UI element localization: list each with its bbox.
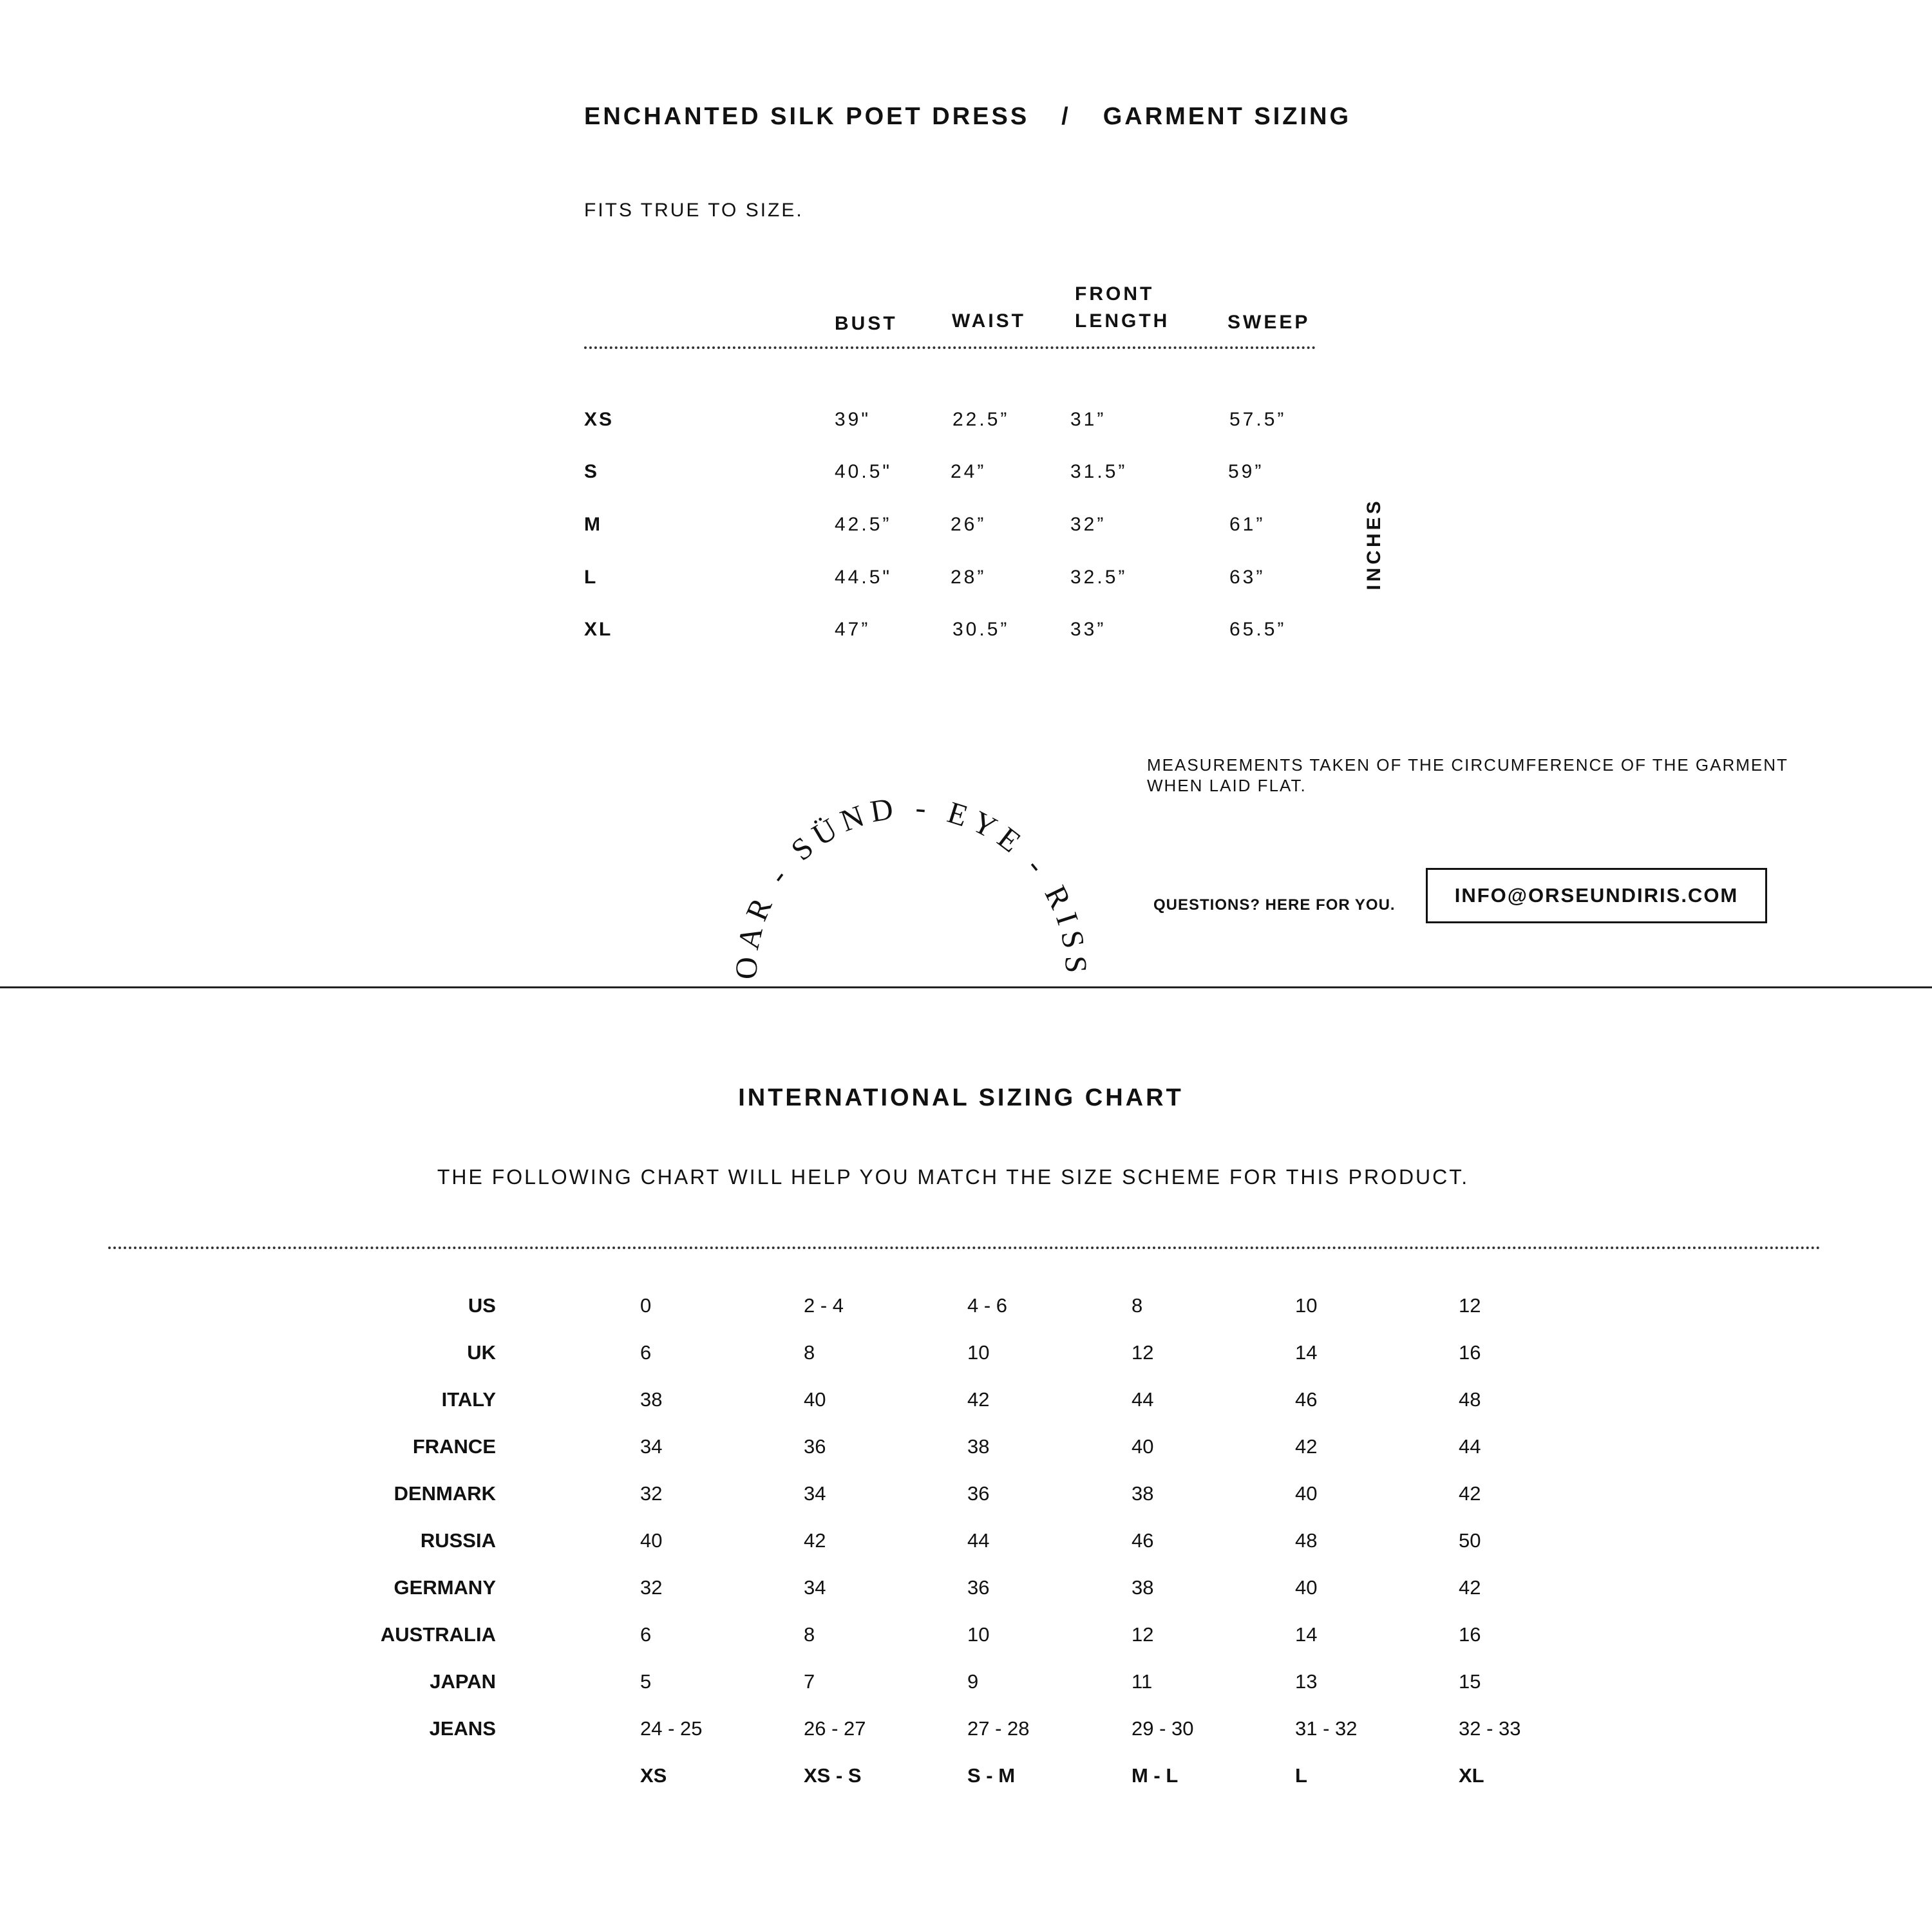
cell-m-sweep: 61”: [1229, 514, 1265, 535]
size-cell: 36: [967, 1576, 990, 1599]
size-cell: 8: [1132, 1294, 1143, 1317]
size-cell: 42: [967, 1388, 990, 1411]
size-cell: 0: [640, 1294, 652, 1317]
cell-l-front-length: 32.5”: [1070, 567, 1128, 588]
country-uk: UK: [467, 1341, 496, 1364]
header-waist: WAIST: [952, 310, 1026, 332]
size-cell: 12: [1132, 1623, 1154, 1646]
size-cell: 14: [1295, 1623, 1318, 1646]
size-cell: 10: [1295, 1294, 1318, 1317]
size-cell: 38: [967, 1435, 990, 1458]
cell-xl-front-length: 33”: [1070, 619, 1106, 640]
size-cell: 6: [640, 1341, 652, 1364]
header-divider: [584, 346, 1316, 349]
size-label-l: L: [1295, 1764, 1307, 1787]
size-cell: 5: [640, 1670, 652, 1693]
size-cell: 40: [640, 1529, 663, 1552]
size-cell: 6: [640, 1623, 652, 1646]
country-germany: GERMANY: [393, 1576, 496, 1599]
size-cell: 36: [804, 1435, 826, 1458]
size-cell: 38: [1132, 1576, 1154, 1599]
size-cell: 11: [1132, 1670, 1153, 1693]
size-cell: 14: [1295, 1341, 1318, 1364]
country-australia: AUSTRALIA: [380, 1623, 496, 1646]
cell-m-front-length: 32”: [1070, 514, 1106, 535]
size-cell: 40: [1295, 1482, 1318, 1505]
international-title: INTERNATIONAL SIZING CHART: [738, 1084, 1184, 1111]
size-cell: 40: [1132, 1435, 1154, 1458]
cell-xl-waist: 30.5”: [952, 619, 1010, 640]
size-cell: 7: [804, 1670, 815, 1693]
header-bust: BUST: [835, 313, 898, 334]
size-cell: 26 - 27: [804, 1717, 866, 1740]
fit-note: FITS TRUE TO SIZE.: [584, 200, 804, 221]
size-cell: 34: [804, 1482, 826, 1505]
brand-logo: [715, 792, 1101, 985]
measurement-note: MEASUREMENTS TAKEN OF THE CIRCUMFERENCE OF THE GARMENT WHEN LAID FLAT.: [1147, 755, 1788, 795]
cell-xs-waist: 22.5”: [952, 409, 1010, 430]
size-cell: 27 - 28: [967, 1717, 1030, 1740]
size-label-xs: XS: [640, 1764, 667, 1787]
size-cell: 4 - 6: [967, 1294, 1008, 1317]
size-cell: 44: [967, 1529, 990, 1552]
size-cell: 48: [1459, 1388, 1481, 1411]
row-label-l: L: [584, 567, 598, 588]
size-cell: 50: [1459, 1529, 1481, 1552]
cell-s-waist: 24”: [951, 461, 987, 482]
country-us: US: [468, 1294, 496, 1317]
cell-s-sweep: 59”: [1228, 461, 1264, 482]
cell-l-waist: 28”: [951, 567, 987, 588]
size-cell: 34: [804, 1576, 826, 1599]
contact-email-button[interactable]: [1426, 868, 1767, 923]
contact-email-label: INFO@ORSEUNDIRIS.COM: [1454, 884, 1739, 907]
size-cell: 8: [804, 1341, 815, 1364]
size-cell: 10: [967, 1341, 990, 1364]
size-cell: 32 - 33: [1459, 1717, 1521, 1740]
size-cell: 16: [1459, 1623, 1481, 1646]
size-cell: 2 - 4: [804, 1294, 844, 1317]
size-cell: 16: [1459, 1341, 1481, 1364]
cell-s-front-length: 31.5”: [1070, 461, 1128, 482]
size-cell: 34: [640, 1435, 663, 1458]
cell-xs-bust: 39": [835, 409, 871, 430]
size-cell: 8: [804, 1623, 815, 1646]
country-jeans: JEANS: [429, 1717, 496, 1740]
size-cell: 32: [640, 1576, 663, 1599]
size-cell: 31 - 32: [1295, 1717, 1358, 1740]
row-label-m: M: [584, 514, 602, 535]
size-cell: 44: [1132, 1388, 1154, 1411]
size-cell: 40: [804, 1388, 826, 1411]
unit-label: INCHES: [1363, 498, 1385, 590]
logo-text: OAR - SÜND - EYE - RISS: [729, 792, 1094, 981]
row-label-s: S: [584, 461, 600, 482]
row-label-xl: XL: [584, 619, 613, 640]
country-japan: JAPAN: [430, 1670, 496, 1693]
size-cell: 13: [1295, 1670, 1318, 1693]
size-cell: 44: [1459, 1435, 1481, 1458]
cell-s-bust: 40.5": [835, 461, 893, 482]
size-cell: 24 - 25: [640, 1717, 703, 1740]
size-cell: 9: [967, 1670, 979, 1693]
size-cell: 48: [1295, 1529, 1318, 1552]
size-cell: 38: [640, 1388, 663, 1411]
size-label-s-m: S - M: [967, 1764, 1016, 1787]
title-separator: /: [1061, 103, 1071, 130]
country-france: FRANCE: [412, 1435, 496, 1458]
international-subtitle: THE FOLLOWING CHART WILL HELP YOU MATCH THE SIZE SCHEME FOR THIS PRODUCT.: [437, 1165, 1470, 1189]
size-label-m-l: M - L: [1132, 1764, 1179, 1787]
header-sweep: SWEEP: [1227, 312, 1311, 333]
product-name: ENCHANTED SILK POET DRESS: [584, 103, 1030, 130]
cell-m-bust: 42.5”: [835, 514, 892, 535]
size-cell: 36: [967, 1482, 990, 1505]
cell-xl-bust: 47”: [835, 619, 871, 640]
size-cell: 42: [1459, 1576, 1481, 1599]
page-title: [584, 103, 1351, 131]
cell-xs-front-length: 31”: [1070, 409, 1106, 430]
cell-m-waist: 26”: [951, 514, 987, 535]
size-cell: 32: [640, 1482, 663, 1505]
section-divider: [0, 986, 1932, 988]
cell-l-bust: 44.5": [835, 567, 893, 588]
size-cell: 46: [1295, 1388, 1318, 1411]
size-cell: 15: [1459, 1670, 1481, 1693]
size-cell: 40: [1295, 1576, 1318, 1599]
international-divider: [108, 1247, 1821, 1249]
svg-text:OAR - SÜND - EYE - RISS: [729, 792, 1093, 980]
row-label-xs: XS: [584, 409, 614, 430]
size-cell: 42: [1459, 1482, 1481, 1505]
size-cell: 38: [1132, 1482, 1154, 1505]
cell-l-sweep: 63”: [1229, 567, 1265, 588]
size-cell: 12: [1459, 1294, 1481, 1317]
size-label-xs-s: XS - S: [804, 1764, 862, 1787]
size-cell: 12: [1132, 1341, 1154, 1364]
size-label-xl: XL: [1459, 1764, 1484, 1787]
country-italy: ITALY: [441, 1388, 496, 1411]
size-cell: 42: [804, 1529, 826, 1552]
section-name: GARMENT SIZING: [1103, 103, 1352, 130]
cell-xl-sweep: 65.5”: [1229, 619, 1287, 640]
header-length: LENGTH: [1075, 310, 1170, 332]
size-cell: 29 - 30: [1132, 1717, 1194, 1740]
questions-text: QUESTIONS? HERE FOR YOU.: [1153, 896, 1396, 914]
size-cell: 10: [967, 1623, 990, 1646]
size-cell: 46: [1132, 1529, 1154, 1552]
cell-xs-sweep: 57.5”: [1229, 409, 1287, 430]
header-front: FRONT: [1075, 283, 1155, 305]
size-cell: 42: [1295, 1435, 1318, 1458]
country-russia: RUSSIA: [420, 1529, 496, 1552]
country-denmark: DENMARK: [393, 1482, 496, 1505]
